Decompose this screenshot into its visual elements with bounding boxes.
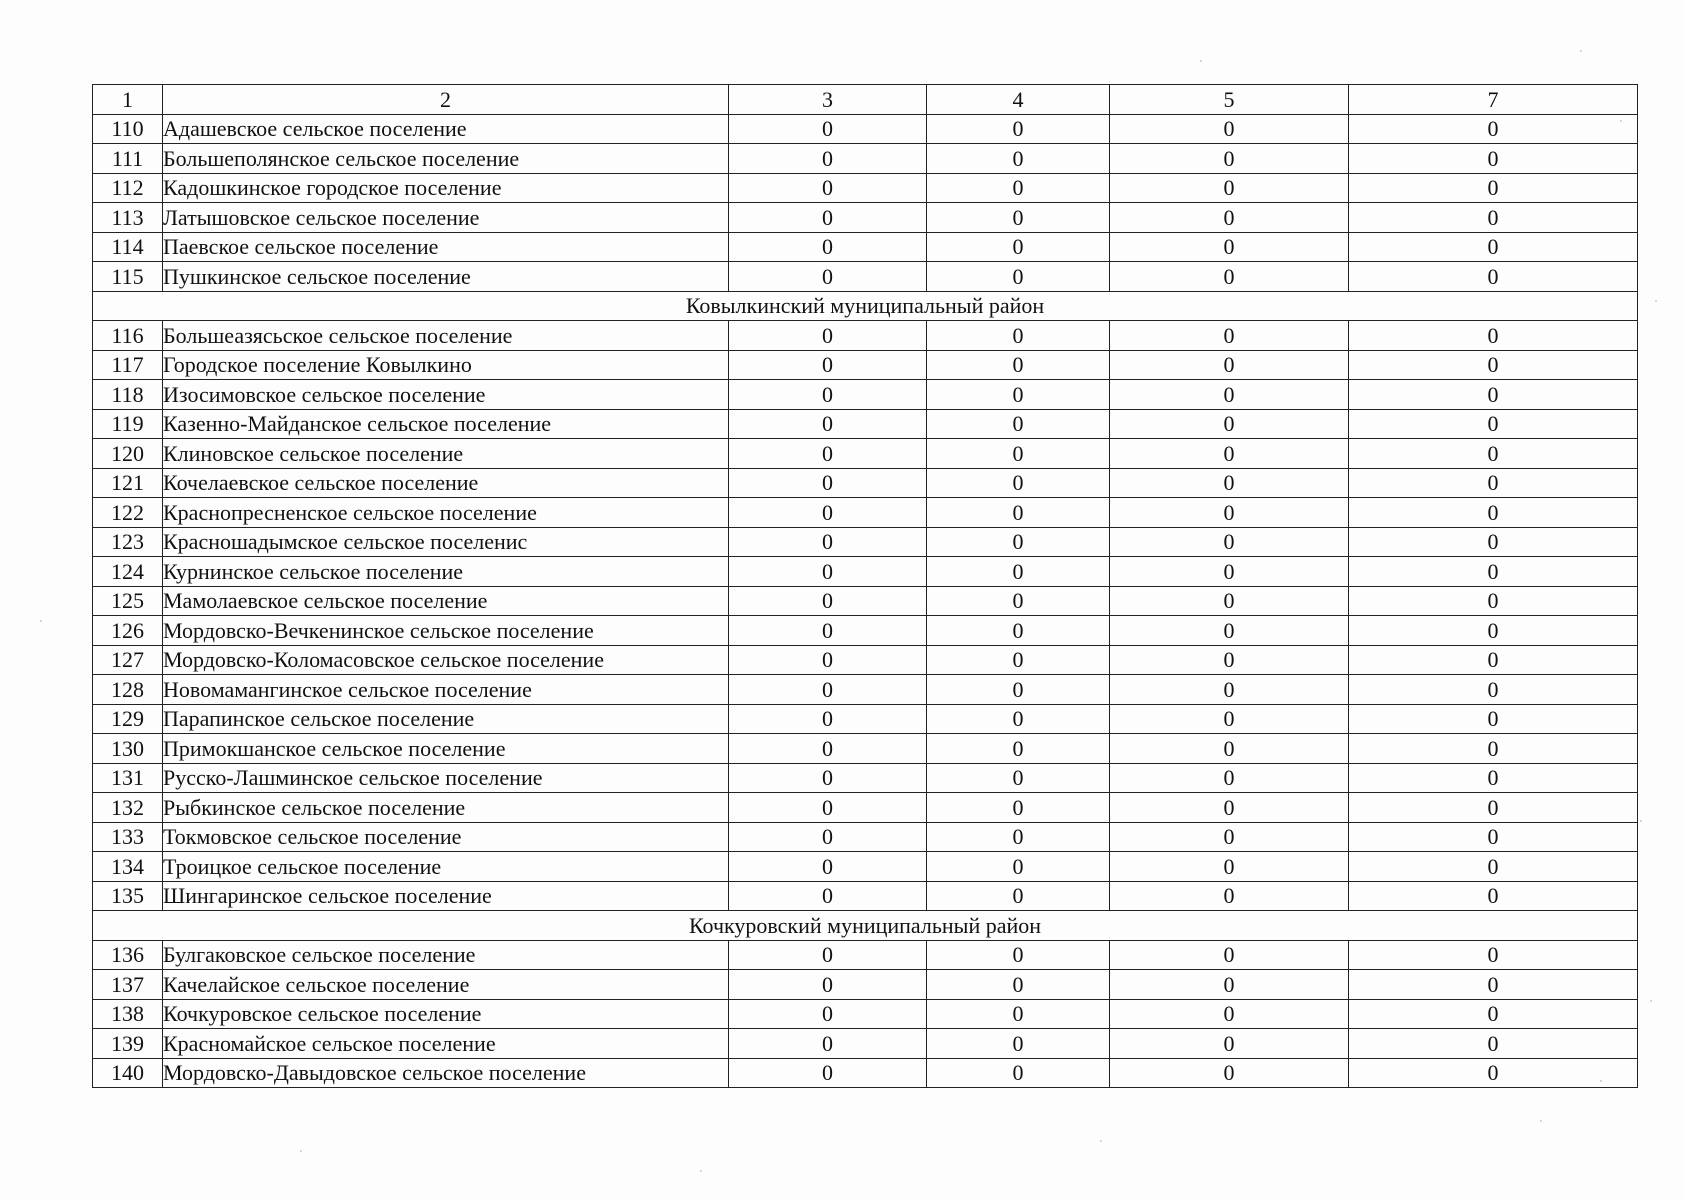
table-row [93,616,1638,646]
header-cell: 7 [1349,85,1638,115]
value-cell: 0 [729,557,927,587]
speck [1600,1080,1602,1082]
value-cell: 0 [927,557,1110,587]
value-cell: 0 [729,1058,927,1088]
value-cell: 0 [927,321,1110,351]
row-number: 125 [93,586,163,616]
value-cell: 0 [1349,1058,1638,1088]
value-cell: 0 [927,498,1110,528]
table-row [93,1029,1638,1059]
header-cell: 3 [729,85,927,115]
settlement-name: Новомамангинское сельское поселение [163,675,729,705]
value-cell: 0 [1349,232,1638,262]
value-cell: 0 [729,793,927,823]
speck [40,620,42,622]
value-cell: 0 [1349,999,1638,1029]
value-cell: 0 [927,970,1110,1000]
table-row [93,144,1638,174]
value-cell: 0 [927,409,1110,439]
settlement-name: Курнинское сельское поселение [163,557,729,587]
row-number: 126 [93,616,163,646]
value-cell: 0 [729,114,927,144]
value-cell: 0 [927,439,1110,469]
value-cell: 0 [1110,350,1349,380]
table-row [93,704,1638,734]
value-cell: 0 [729,498,927,528]
value-cell: 0 [1110,763,1349,793]
value-cell: 0 [1349,321,1638,351]
value-cell: 0 [927,350,1110,380]
value-cell: 0 [927,144,1110,174]
value-cell: 0 [729,144,927,174]
value-cell: 0 [1110,999,1349,1029]
value-cell: 0 [927,940,1110,970]
value-cell: 0 [1110,1029,1349,1059]
settlement-name: Мордовско-Вечкенинское сельское поселение [163,616,729,646]
header-row [93,85,1638,115]
speck [700,1170,702,1172]
value-cell: 0 [1110,203,1349,233]
table-row [93,970,1638,1000]
value-cell: 0 [927,203,1110,233]
settlement-name: Мамолаевское сельское поселение [163,586,729,616]
speck [1580,50,1582,52]
header-cell: 2 [163,85,729,115]
table-row [93,232,1638,262]
value-cell: 0 [927,380,1110,410]
settlement-name: Кочкуровское сельское поселение [163,999,729,1029]
settlement-name: Парапинское сельское поселение [163,704,729,734]
value-cell: 0 [1110,675,1349,705]
settlement-name: Большеполянское сельское поселение [163,144,729,174]
value-cell: 0 [1110,144,1349,174]
settlement-name: Красношадымское сельское поселенис [163,527,729,557]
value-cell: 0 [1349,1029,1638,1059]
value-cell: 0 [927,793,1110,823]
settlement-name: Изосимовское сельское поселение [163,380,729,410]
value-cell: 0 [1110,262,1349,292]
value-cell: 0 [1110,704,1349,734]
value-cell: 0 [1349,881,1638,911]
value-cell: 0 [1110,586,1349,616]
table-row [93,173,1638,203]
settlement-name: Красномайское сельское поселение [163,1029,729,1059]
table-row [93,380,1638,410]
row-number: 138 [93,999,163,1029]
value-cell: 0 [729,527,927,557]
table-row [93,586,1638,616]
value-cell: 0 [1349,114,1638,144]
table-row [93,675,1638,705]
value-cell: 0 [1110,114,1349,144]
row-number: 132 [93,793,163,823]
value-cell: 0 [729,232,927,262]
value-cell: 0 [1110,852,1349,882]
section-title: Кочкуровский муниципальный район [93,911,1638,941]
value-cell: 0 [1349,704,1638,734]
value-cell: 0 [927,616,1110,646]
value-cell: 0 [1110,793,1349,823]
value-cell: 0 [1349,557,1638,587]
value-cell: 0 [729,675,927,705]
table-row [93,262,1638,292]
value-cell: 0 [927,468,1110,498]
value-cell: 0 [1349,763,1638,793]
value-cell: 0 [729,1029,927,1059]
row-number: 115 [93,262,163,292]
value-cell: 0 [1110,645,1349,675]
speck [1620,120,1622,122]
table-row [93,1058,1638,1088]
row-number: 111 [93,144,163,174]
value-cell: 0 [729,586,927,616]
value-cell: 0 [729,970,927,1000]
table-row [93,350,1638,380]
value-cell: 0 [927,704,1110,734]
value-cell: 0 [729,881,927,911]
settlement-name: Кочелаевское сельское поселение [163,468,729,498]
settlement-name: Паевское сельское поселение [163,232,729,262]
settlement-name: Большеазясьское сельское поселение [163,321,729,351]
table-row [93,881,1638,911]
table-row [93,822,1638,852]
value-cell: 0 [927,232,1110,262]
value-cell: 0 [1349,616,1638,646]
value-cell: 0 [1110,468,1349,498]
header-cell: 1 [93,85,163,115]
value-cell: 0 [1349,793,1638,823]
table-row [93,409,1638,439]
table-row [93,321,1638,351]
table-row [93,114,1638,144]
settlement-name: Шингаринское сельское поселение [163,881,729,911]
value-cell: 0 [1110,409,1349,439]
value-cell: 0 [1349,734,1638,764]
table-row [93,557,1638,587]
row-number: 121 [93,468,163,498]
settlement-name: Кадошкинское городское поселение [163,173,729,203]
value-cell: 0 [927,763,1110,793]
value-cell: 0 [729,321,927,351]
row-number: 131 [93,763,163,793]
row-number: 124 [93,557,163,587]
table-row [93,999,1638,1029]
value-cell: 0 [1349,645,1638,675]
settlement-name: Адашевское сельское поселение [163,114,729,144]
value-cell: 0 [927,527,1110,557]
table-body [93,85,1638,1088]
value-cell: 0 [729,852,927,882]
value-cell: 0 [1349,468,1638,498]
speck [300,1150,302,1152]
row-number: 123 [93,527,163,557]
value-cell: 0 [1349,940,1638,970]
value-cell: 0 [729,409,927,439]
value-cell: 0 [1110,527,1349,557]
settlement-name: Городское поселение Ковылкино [163,350,729,380]
settlement-name: Булгаковское сельское поселение [163,940,729,970]
speck [1100,1140,1102,1142]
value-cell: 0 [729,734,927,764]
value-cell: 0 [1110,173,1349,203]
section-title: Ковылкинский муниципальный район [93,291,1638,321]
value-cell: 0 [927,1029,1110,1059]
settlement-name: Примокшанское сельское поселение [163,734,729,764]
value-cell: 0 [1110,881,1349,911]
value-cell: 0 [1349,970,1638,1000]
value-cell: 0 [1110,616,1349,646]
row-number: 137 [93,970,163,1000]
value-cell: 0 [1349,586,1638,616]
row-number: 133 [93,822,163,852]
row-number: 110 [93,114,163,144]
row-number: 120 [93,439,163,469]
value-cell: 0 [927,852,1110,882]
value-cell: 0 [927,734,1110,764]
row-number: 128 [93,675,163,705]
value-cell: 0 [1110,822,1349,852]
settlement-name: Казенно-Майданское сельское поселение [163,409,729,439]
settlement-name: Русско-Лашминское сельское поселение [163,763,729,793]
table-row [93,439,1638,469]
value-cell: 0 [1349,144,1638,174]
row-number: 139 [93,1029,163,1059]
settlement-name: Качелайское сельское поселение [163,970,729,1000]
value-cell: 0 [729,822,927,852]
value-cell: 0 [927,114,1110,144]
table-row [93,203,1638,233]
settlement-name: Краснопресненское сельское поселение [163,498,729,528]
value-cell: 0 [1349,203,1638,233]
value-cell: 0 [1349,439,1638,469]
value-cell: 0 [1349,350,1638,380]
value-cell: 0 [729,645,927,675]
value-cell: 0 [927,173,1110,203]
row-number: 116 [93,321,163,351]
table-row [93,468,1638,498]
value-cell: 0 [1110,498,1349,528]
value-cell: 0 [1110,321,1349,351]
value-cell: 0 [729,350,927,380]
value-cell: 0 [1110,970,1349,1000]
header-cell: 4 [927,85,1110,115]
value-cell: 0 [927,881,1110,911]
row-number: 113 [93,203,163,233]
row-number: 140 [93,1058,163,1088]
table-row [93,763,1638,793]
row-number: 117 [93,350,163,380]
speck [1650,1000,1652,1002]
settlement-name: Троицкое сельское поселение [163,852,729,882]
value-cell: 0 [1349,822,1638,852]
value-cell: 0 [729,999,927,1029]
value-cell: 0 [1349,262,1638,292]
value-cell: 0 [1110,232,1349,262]
value-cell: 0 [1110,439,1349,469]
data-table [92,84,1638,1088]
speck [1655,300,1657,302]
value-cell: 0 [729,940,927,970]
settlement-name: Мордовско-Давыдовское сельское поселение [163,1058,729,1088]
value-cell: 0 [927,586,1110,616]
row-number: 114 [93,232,163,262]
value-cell: 0 [729,468,927,498]
value-cell: 0 [927,262,1110,292]
value-cell: 0 [1110,380,1349,410]
value-cell: 0 [1110,557,1349,587]
value-cell: 0 [1110,1058,1349,1088]
settlement-name: Латышовское сельское поселение [163,203,729,233]
section-row [93,291,1638,321]
value-cell: 0 [1349,675,1638,705]
speck [1540,1120,1542,1122]
value-cell: 0 [729,262,927,292]
table-row [93,498,1638,528]
value-cell: 0 [927,999,1110,1029]
table-row [93,940,1638,970]
row-number: 130 [93,734,163,764]
settlement-name: Токмовское сельское поселение [163,822,729,852]
row-number: 112 [93,173,163,203]
row-number: 127 [93,645,163,675]
row-number: 129 [93,704,163,734]
table-row [93,793,1638,823]
value-cell: 0 [1349,380,1638,410]
value-cell: 0 [1349,527,1638,557]
settlement-name: Клиновское сельское поселение [163,439,729,469]
value-cell: 0 [729,616,927,646]
row-number: 136 [93,940,163,970]
value-cell: 0 [927,1058,1110,1088]
value-cell: 0 [927,822,1110,852]
value-cell: 0 [729,704,927,734]
value-cell: 0 [927,645,1110,675]
value-cell: 0 [1110,734,1349,764]
value-cell: 0 [1349,498,1638,528]
speck [1200,60,1202,62]
table-row [93,734,1638,764]
row-number: 118 [93,380,163,410]
table-row [93,645,1638,675]
section-row [93,911,1638,941]
value-cell: 0 [1110,940,1349,970]
value-cell: 0 [729,203,927,233]
row-number: 134 [93,852,163,882]
value-cell: 0 [729,763,927,793]
value-cell: 0 [1349,173,1638,203]
table-row [93,852,1638,882]
value-cell: 0 [1349,409,1638,439]
value-cell: 0 [729,380,927,410]
table-row [93,527,1638,557]
row-number: 122 [93,498,163,528]
settlement-name: Пушкинское сельское поселение [163,262,729,292]
value-cell: 0 [927,675,1110,705]
row-number: 119 [93,409,163,439]
value-cell: 0 [1349,852,1638,882]
header-cell: 5 [1110,85,1349,115]
value-cell: 0 [729,439,927,469]
settlement-name: Рыбкинское сельское поселение [163,793,729,823]
speck [1640,820,1642,822]
settlement-name: Мордовско-Коломасовское сельское поселение [163,645,729,675]
row-number: 135 [93,881,163,911]
value-cell: 0 [729,173,927,203]
